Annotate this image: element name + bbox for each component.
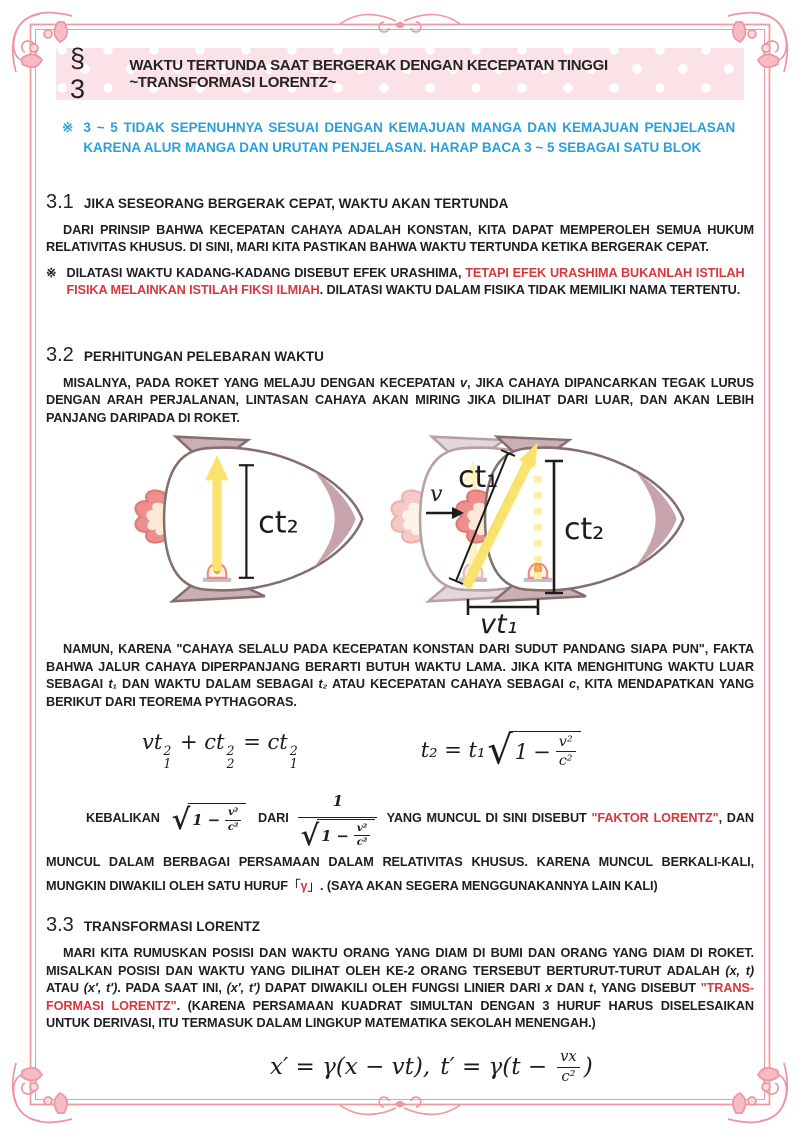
section-title: JIKA SESEORANG BERGERAK CEPAT, WAKTU AKAN TERTUNDA	[83, 195, 509, 211]
urashima-note	[46, 265, 754, 300]
chapter-number: § 3	[70, 43, 87, 104]
center-ornament-icon	[340, 1097, 460, 1114]
vt1-label: vt₁	[480, 609, 518, 638]
rocket-rest-frame	[136, 437, 363, 602]
rocket-moving-frame	[392, 437, 684, 637]
section-3-1-paragraph: DARI PRINSIP BAHWA KECEPATAN CAHAYA ADALAH KONSTAN, KITA DAPAT MEMPEROLEH SEMUA HUKUM RELATIVITAS KHUSUS. DI SINI, MARI KITA PASTIKAN BAHWA WAKTU TERTUNDA KETIKA BERGERAK CEPAT.	[46, 222, 754, 255]
ct1-label: ct₁	[458, 460, 499, 496]
section-title: PERHITUNGAN PELEBARAN WAKTU	[83, 348, 324, 364]
chapter-title: WAKTU TERTUNDA SAAT BERGERAK DENGAN KECEPATAN TINGGI ~TRANSFORMASI LORENTZ~	[129, 57, 608, 91]
chapter-band	[56, 43, 744, 104]
reading-order-note-text: 3 ~ 5 TIDAK SEPENUHNYA SESUAI DENGAN KEMAJUAN MANGA DAN KEMAJUAN PENJELASAN KARENA ALUR MANGA DAN URUTAN PENJELASAN. HARAP BACA 3 ~ 5 SEBAGAI SATU BLOK	[83, 120, 736, 156]
pythagoras-paragraph: NAMUN, KARENA "CAHAYA SELALU PADA KECEPATAN KONSTAN DARI SUDUT PANDANG SIAPA PUN", FAKTA BAHWA JALUR CAHAYA DIPERPANJANG BERARTI BUTUH WAKTU LAMA. JIKA KITA MENGHITUNG WAKTU LUAR SEBAGAI t₁ DAN WAKTU DALAM SEBAGAI t₂ ATAU KECEPATAN CAHAYA SEBAGAI c, KITA MENDAPATKAN YANG BERIKUT DARI TEOREMA PYTHAGORAS.	[46, 642, 754, 709]
ct2-right-label: ct₂	[564, 512, 605, 548]
ct2-label: ct₂	[258, 505, 299, 541]
lorentz-factor-paragraph: KEBALIKAN √ 1 − $\frac{\text{v²}}{\text{c²}}$ DARI 1 √ 1 − $\frac{\text{v²}}{\text{c²}}$ YANG MUNCUL DI SINI DISEBUT "FAKTOR LORENTZ", DAN MUNCUL DALAM BERBAGAI PERSAMAAN DALAM RELATIVITAS KHUSUS. KARENA MUNCUL BERKALI-KALI, MUNGKIN DIWAKILI OLEH SATU HURUF「γ」. (SAYA AKAN SEGERA MENGGUNAKANNYA LAIN KALI)	[46, 787, 754, 898]
section-number: 3.3	[46, 914, 74, 937]
asterisk-marker: ※	[62, 120, 74, 135]
sqrt-expression: √ 1 − $\frac{\text{v²}}{\text{c²}}$	[170, 803, 249, 835]
center-ornament-icon	[340, 15, 460, 32]
time-dilation-formula: t₂ = t₁ √ 1 − $\frac{\text{v²}}{\text{c²}}$	[421, 731, 583, 770]
velocity-label: v	[430, 482, 443, 508]
urashima-note-text: DILATASI WAKTU KADANG-KADANG DISEBUT EFEK URASHIMA, TETAPI EFEK URASHIMA BUKANLAH ISTILAH FISIKA MELAINKAN ISTILAH FIKSI ILMIAH. DILATASI WAKTU DALAM FISIKA TIDAK MEMILIKI NAMA TERTENTU.	[66, 265, 745, 298]
section-3-3-heading	[46, 914, 754, 937]
section-3-1-heading	[46, 191, 754, 214]
asterisk-marker: ※	[46, 265, 57, 280]
section-title: TRANSFORMASI LORENTZ	[83, 919, 261, 935]
section-number: 3.2	[46, 343, 74, 366]
section-number: 3.1	[46, 190, 74, 213]
formula-row	[142, 721, 754, 779]
section-3-2-paragraph: MISALNYA, PADA ROKET YANG MELAJU DENGAN KECEPATAN v, JIKA CAHAYA DIPANCARKAN TEGAK LURUS DENGAN ARAH PERJALANAN, LINTASAN CAHAYA AKAN MIRING JIKA DILIHAT DARI LUAR, DAN AKAN LEBIH PANJANG DARIPADA DI ROKET.	[46, 375, 754, 425]
lorentz-transformation-formula: x′ = γ(x − vt), t′ = γ(t − $\frac{vx}{\text{c²}}$ )	[270, 1048, 593, 1085]
reciprocal-sqrt-expression: 1 √ 1 − $\frac{\text{v²}}{\text{c²}}$	[298, 787, 377, 850]
section-3-2-heading	[46, 344, 754, 367]
rocket-light-clock-figure	[30, 429, 770, 637]
section-3-3-paragraph: MARI KITA RUMUSKAN POSISI DAN WAKTU ORANG YANG DIAM DI BUMI DAN ORANG YANG DIAM DI ROKET. MISALKAN POSISI DAN WAKTU YANG DILIHAT OLEH KE-2 ORANG TERSEBUT BERTURUT-TURUT ADALAH (x, t) ATAU (x′, t′). PADA SAAT INI, (x′, t′) DAPAT DIWAKILI OLEH FUNGSI LINIER DARI x DAN t, YANG DISEBUT "TRANS-FORMASI LORENTZ". (KARENA PERSAMAAN KUADRAT SIMULTAN DENGAN 3 HURUF HARUS DISELESAIKAN UNTUK DERIVASI, ITU TERMASUK DALAM LINGKUP MATEMATIKA SEKOLAH MENENGAH.)	[46, 946, 754, 1031]
pythagoras-formula: vt 2 1 + ct 2 2 = ct 2 1	[142, 730, 298, 771]
reading-order-note	[62, 118, 748, 159]
